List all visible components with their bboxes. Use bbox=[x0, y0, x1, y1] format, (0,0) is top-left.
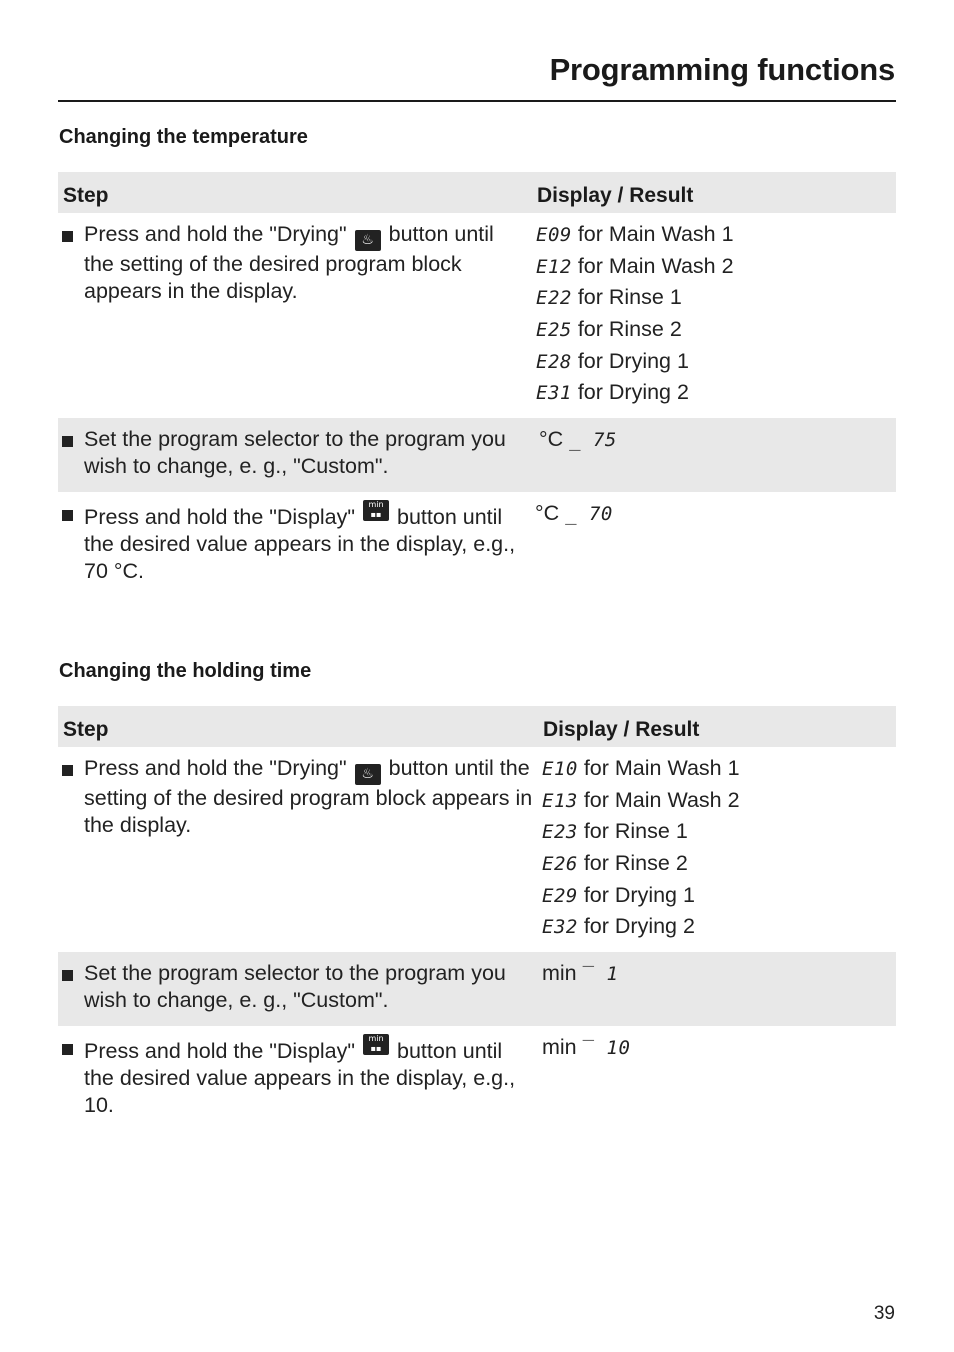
display-readout: °C _ 75 bbox=[539, 427, 617, 452]
step-text: Press and hold the "Display" min ▪▪ °C button until the desired value appears in the display, e.g., 10. bbox=[58, 1034, 537, 1119]
step-text: Press and hold the "Drying" ♨ button until the setting of the desired program block appears in the display. bbox=[58, 221, 531, 305]
result-cell bbox=[531, 492, 896, 597]
step-cell bbox=[58, 952, 537, 1026]
table-row bbox=[58, 747, 896, 952]
result-cell bbox=[537, 747, 896, 952]
result-line: E26 for Rinse 2 bbox=[542, 851, 688, 876]
bullet-icon bbox=[62, 510, 73, 521]
result-cell bbox=[531, 213, 896, 418]
display-code: E12 bbox=[536, 255, 572, 278]
result-cell bbox=[537, 1026, 896, 1131]
result-cell bbox=[531, 418, 896, 492]
display-icon: min ▪▪ °C bbox=[363, 500, 389, 521]
display-readout: min ‾ 10 bbox=[542, 1035, 631, 1060]
result-line: E31 for Drying 2 bbox=[536, 380, 689, 405]
table-row bbox=[58, 492, 896, 597]
page-title: Programming functions bbox=[549, 52, 895, 87]
display-code: E28 bbox=[536, 350, 572, 373]
result-line: E10 for Main Wash 1 bbox=[542, 756, 740, 780]
step-cell bbox=[58, 418, 531, 492]
drying-icon: ♨ bbox=[355, 764, 381, 785]
table-row bbox=[58, 1026, 896, 1131]
bullet-icon bbox=[62, 436, 73, 447]
result-line: E32 for Drying 2 bbox=[542, 914, 695, 939]
display-code: E25 bbox=[536, 319, 572, 342]
column-header-result: Display / Result bbox=[531, 172, 896, 213]
result-line: E25 for Rinse 2 bbox=[536, 317, 682, 342]
display-code: E23 bbox=[542, 821, 578, 844]
display-code: E29 bbox=[542, 884, 578, 907]
column-header-step: Step bbox=[58, 172, 531, 213]
result-line: E28 for Drying 1 bbox=[536, 348, 689, 373]
step-cell bbox=[58, 213, 531, 418]
display-code: E31 bbox=[536, 382, 572, 405]
display-readout: °C _ 70 bbox=[535, 501, 613, 526]
display-code: E26 bbox=[542, 853, 578, 876]
display-code: E22 bbox=[536, 287, 572, 310]
result-line: E09 for Main Wash 1 bbox=[536, 222, 734, 246]
step-text: Set the program selector to the program you wish to change, e. g., "Custom". bbox=[58, 960, 537, 1014]
column-header-result: Display / Result bbox=[537, 706, 896, 747]
drying-icon: ♨ bbox=[355, 230, 381, 251]
section-title-temperature: Changing the temperature bbox=[59, 126, 308, 148]
step-cell bbox=[58, 747, 537, 952]
result-line: E23 for Rinse 1 bbox=[542, 819, 688, 844]
temperature-steps-table bbox=[58, 172, 896, 597]
table-row bbox=[58, 418, 896, 492]
display-icon: min ▪▪ °C bbox=[363, 1034, 389, 1055]
result-cell bbox=[537, 952, 896, 1026]
header-rule bbox=[58, 100, 896, 102]
bullet-icon bbox=[62, 231, 73, 242]
bullet-icon bbox=[62, 765, 73, 776]
result-line: E12 for Main Wash 2 bbox=[536, 253, 734, 278]
section-title-holding-time: Changing the holding time bbox=[59, 660, 312, 682]
bullet-icon bbox=[62, 1044, 73, 1055]
display-code: E10 bbox=[542, 758, 578, 780]
display-code: E32 bbox=[542, 916, 578, 939]
bullet-icon bbox=[62, 970, 73, 981]
result-line: E22 for Rinse 1 bbox=[536, 285, 682, 310]
step-cell bbox=[58, 1026, 537, 1131]
step-text: Set the program selector to the program you wish to change, e. g., "Custom". bbox=[58, 426, 531, 480]
step-cell bbox=[58, 492, 531, 597]
display-code: E13 bbox=[542, 789, 578, 812]
holding-time-steps-table bbox=[58, 706, 896, 1131]
table-header-row bbox=[58, 706, 896, 747]
display-code: E09 bbox=[536, 224, 572, 246]
table-header-row bbox=[58, 172, 896, 213]
display-readout: min ‾ 1 bbox=[542, 961, 619, 986]
result-line: E29 for Drying 1 bbox=[542, 882, 695, 907]
step-text: Press and hold the "Display" min ▪▪ °C button until the desired value appears in the display, e.g., 70 °C. bbox=[58, 500, 531, 585]
column-header-step: Step bbox=[58, 706, 537, 747]
table-row bbox=[58, 213, 896, 418]
step-text: Press and hold the "Drying" ♨ button until the setting of the desired program block appears in the display. bbox=[58, 755, 537, 839]
page-number: 39 bbox=[873, 1303, 895, 1324]
table-row bbox=[58, 952, 896, 1026]
result-line: E13 for Main Wash 2 bbox=[542, 787, 740, 812]
